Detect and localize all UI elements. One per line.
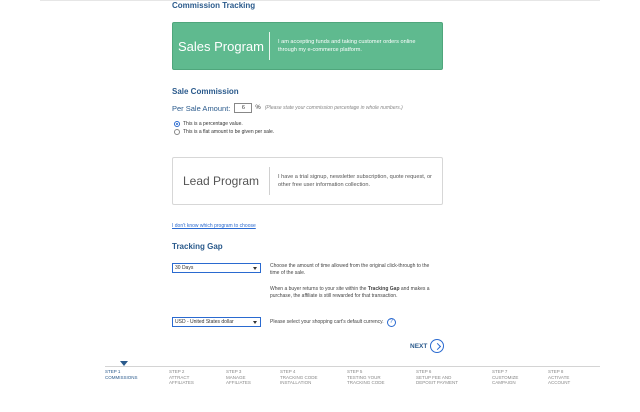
- step-label: CUSTOMIZE CAMPAIGN: [492, 374, 519, 385]
- steps-divider: [105, 366, 600, 367]
- next-label: NEXT: [410, 342, 428, 350]
- step-number: STEP 6: [416, 369, 432, 374]
- currency-select[interactable]: [172, 317, 261, 327]
- tracking-gap-heading: Tracking Gap: [172, 242, 223, 251]
- step-number: STEP 2: [169, 369, 185, 374]
- per-sale-label: Per Sale Amount:: [172, 103, 231, 113]
- tracking-gap-description: Choose the amount of time allowed from the original click-through to the time of the sale.: [270, 263, 430, 276]
- step-label: TRACKING CODE INSTALLATION: [280, 374, 318, 385]
- top-divider: [40, 0, 600, 1]
- lead-program-card[interactable]: [172, 157, 443, 205]
- step-label: SETUP FEE AND DEPOSIT PAYMENT: [416, 374, 459, 385]
- dont-know-program-link[interactable]: I don't know which program to choose: [172, 223, 256, 229]
- radio-button-selected[interactable]: [174, 121, 180, 127]
- step-label: MANAGE AFFILIATES: [226, 374, 251, 385]
- step-number: STEP 3: [226, 369, 242, 374]
- radio-button[interactable]: [174, 129, 180, 135]
- step-8[interactable]: [548, 369, 570, 386]
- tracking-gap-select[interactable]: [172, 263, 261, 273]
- sales-program-description: I am accepting funds and taking customer orders online through my e-commerce platform.: [278, 39, 416, 53]
- step-6[interactable]: [416, 369, 458, 386]
- currency-value: USD - United States dollar: [175, 319, 234, 325]
- step-label: ATTRACT AFFILIATES: [169, 374, 194, 385]
- step-label: TESTING YOUR TRACKING CODE: [347, 374, 385, 385]
- next-button[interactable]: [410, 339, 444, 353]
- tracking-gap-extra-text-end: and makes a purchase, the affiliate is still rewarded for that transaction.: [270, 286, 430, 299]
- step-4[interactable]: [280, 369, 318, 386]
- step-7[interactable]: [492, 369, 518, 386]
- per-sale-amount-input[interactable]: 6: [234, 103, 252, 113]
- chevron-down-icon: [253, 321, 257, 324]
- active-step-marker-icon: [120, 361, 128, 366]
- currency-description-row: [270, 318, 440, 327]
- page-title: Commission Tracking: [172, 1, 256, 10]
- percent-symbol: %: [255, 105, 261, 111]
- sales-program-card[interactable]: [172, 22, 443, 70]
- per-sale-note: (Please state your commission percentage in whole numbers.): [264, 105, 403, 111]
- help-icon[interactable]: ?: [387, 318, 396, 327]
- chevron-right-icon: [430, 339, 444, 353]
- radio-percentage-label: This is a percentage value.: [183, 121, 243, 127]
- step-number: STEP 5: [347, 369, 363, 374]
- sale-commission-heading: Sale Commission: [172, 87, 239, 96]
- chevron-down-icon: [253, 267, 257, 270]
- step-number: STEP 7: [492, 369, 508, 374]
- radio-flat-amount[interactable]: [174, 129, 274, 135]
- radio-percentage[interactable]: [174, 121, 243, 127]
- step-label: ACTIVATE ACCOUNT: [548, 374, 571, 385]
- tracking-gap-value: 30 Days: [175, 265, 194, 271]
- step-number: STEP 4: [280, 369, 296, 374]
- currency-description: Please select your shopping cart's default currency.: [270, 319, 384, 325]
- step-1[interactable]: [105, 369, 138, 380]
- step-number: STEP 1: [105, 369, 121, 374]
- lead-program-name: Lead Program: [182, 174, 260, 188]
- per-sale-row: [172, 103, 403, 113]
- step-5[interactable]: [347, 369, 385, 386]
- lead-program-description: I have a trial signup, newsletter subscription, quote request, or other free user information collection.: [278, 174, 432, 188]
- step-3[interactable]: [226, 369, 251, 386]
- radio-flat-amount-label: This is a flat amount to be given per sale.: [183, 129, 275, 135]
- sales-program-name: Sales Program: [178, 38, 264, 54]
- step-label: COMMISSIONS: [105, 374, 138, 380]
- tracking-gap-bold: Tracking Gap: [367, 286, 400, 292]
- step-2[interactable]: [169, 369, 194, 386]
- tracking-gap-extra: [270, 286, 440, 300]
- tracking-gap-extra-text: When a buyer returns to your site within the: [270, 286, 368, 292]
- step-number: STEP 8: [548, 369, 564, 374]
